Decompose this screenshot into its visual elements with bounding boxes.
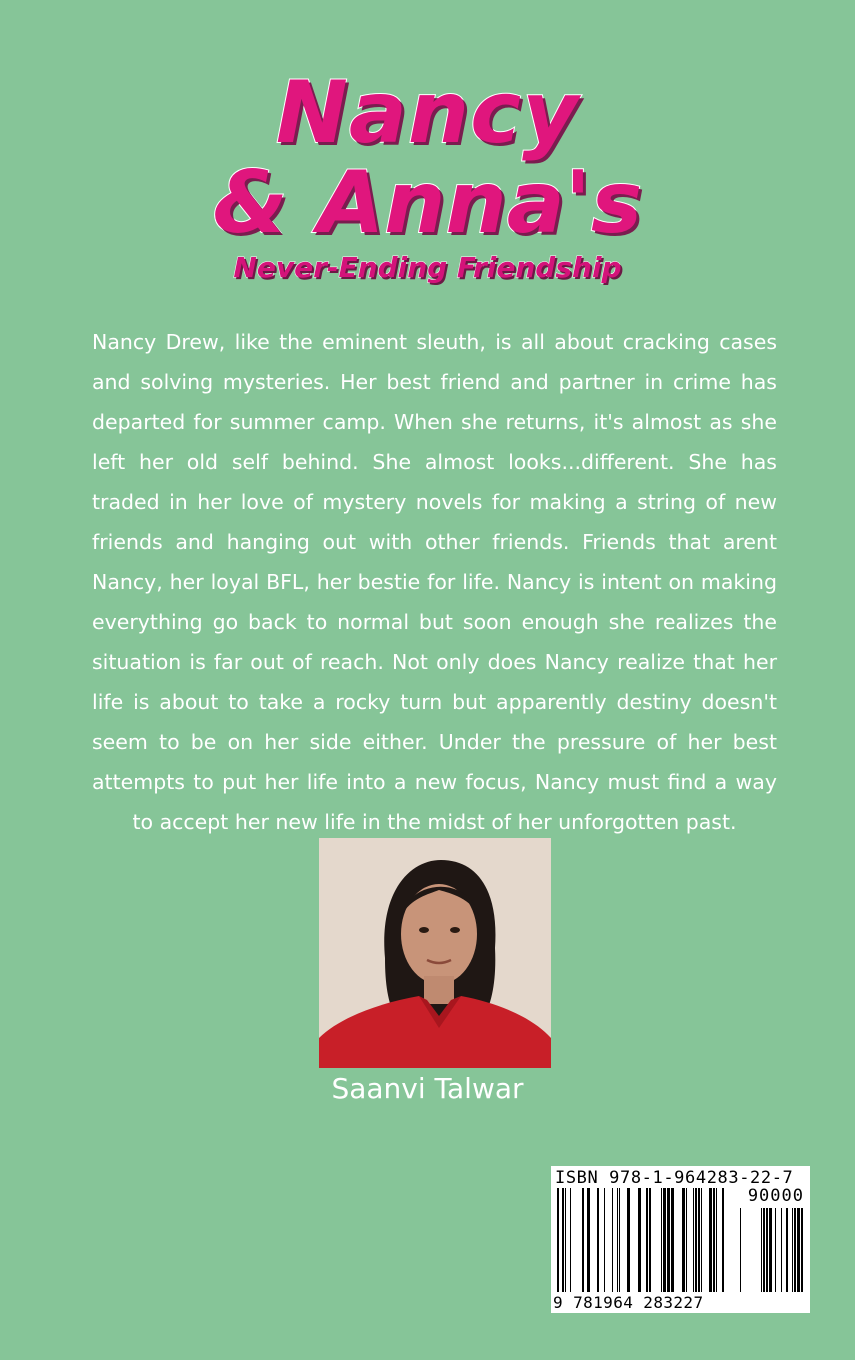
barcode-bar	[638, 1188, 641, 1292]
book-blurb: Nancy Drew, like the eminent sleuth, is all about cracking cases and solving mysteries. Her best friend and partner in crime has departed for summer camp. When she returns, it's almost as she left her old self behind. She almost looks...different. She has traded in her love of mystery novels for making a string of new friends and hanging out with other friends. Friends that arent Nancy, her loyal BFL, her bestie for life. Nancy is intent on making everything go back to normal but soon enough she realizes the situation is far out of reach. Not only does Nancy realize that her life is about to take a rocky turn but apparently destiny doesn't seem to be on her side either. Under the pressure of her best attempts to put her life into a new focus, Nancy must find a way to accept her new life in the midst of her unforgotten past.	[92, 330, 777, 834]
author-name: Saanvi Talwar	[331, 1072, 524, 1105]
barcode-bar	[562, 1188, 564, 1292]
barcode-bar	[792, 1208, 793, 1292]
barcode-bar	[763, 1208, 765, 1292]
title-line-1: Nancy	[275, 63, 580, 163]
barcode-bar	[786, 1208, 788, 1292]
barcode-bar	[597, 1188, 599, 1292]
barcode-bar	[649, 1188, 651, 1292]
barcode-bar	[671, 1188, 674, 1292]
barcode-bar	[713, 1188, 715, 1292]
barcode-bar	[619, 1188, 620, 1292]
barcode-bar	[761, 1208, 762, 1292]
barcode-bar	[557, 1188, 559, 1292]
barcode-bar	[709, 1188, 712, 1292]
barcode-bar	[801, 1208, 803, 1292]
ean-digits: 9 781964 283227	[553, 1293, 704, 1312]
title-line-2: & Anna's	[212, 153, 643, 253]
barcode-bar	[612, 1188, 613, 1292]
barcode-bar	[682, 1188, 685, 1292]
book-title	[0, 63, 855, 284]
isbn-barcode	[551, 1166, 810, 1313]
barcode-bar	[701, 1188, 702, 1292]
barcode-bar	[604, 1188, 605, 1292]
barcode-bar	[565, 1188, 566, 1292]
barcode-bar	[794, 1208, 796, 1292]
isbn-label: ISBN 978-1-964283-22-7	[555, 1168, 794, 1188]
barcode-bar	[686, 1188, 687, 1292]
price-code: 90000	[747, 1186, 804, 1206]
barcode-bar	[781, 1208, 782, 1292]
author-photo	[319, 838, 551, 1068]
barcode-bar	[661, 1188, 662, 1292]
barcode-bar	[693, 1188, 694, 1292]
barcode-bar	[663, 1188, 666, 1292]
barcode-bar	[667, 1188, 670, 1292]
barcode-bar	[587, 1188, 590, 1292]
barcode-bar	[646, 1188, 648, 1292]
barcode-bar	[695, 1188, 697, 1292]
barcode-bar	[698, 1188, 700, 1292]
barcode-bar	[797, 1208, 800, 1292]
barcode-bar	[582, 1188, 584, 1292]
subtitle: Never-Ending Friendship	[233, 251, 622, 284]
barcode-bar	[722, 1188, 724, 1292]
barcode-bar	[716, 1188, 717, 1292]
barcode-bars	[551, 1166, 810, 1313]
barcode-bar	[617, 1188, 618, 1292]
barcode-bar	[775, 1208, 776, 1292]
barcode-bar	[766, 1208, 768, 1292]
barcode-bar	[627, 1188, 630, 1292]
author-portrait-image	[319, 838, 551, 1068]
barcode-bar	[740, 1208, 741, 1292]
barcode-bar	[769, 1208, 772, 1292]
barcode-bar	[570, 1188, 571, 1292]
